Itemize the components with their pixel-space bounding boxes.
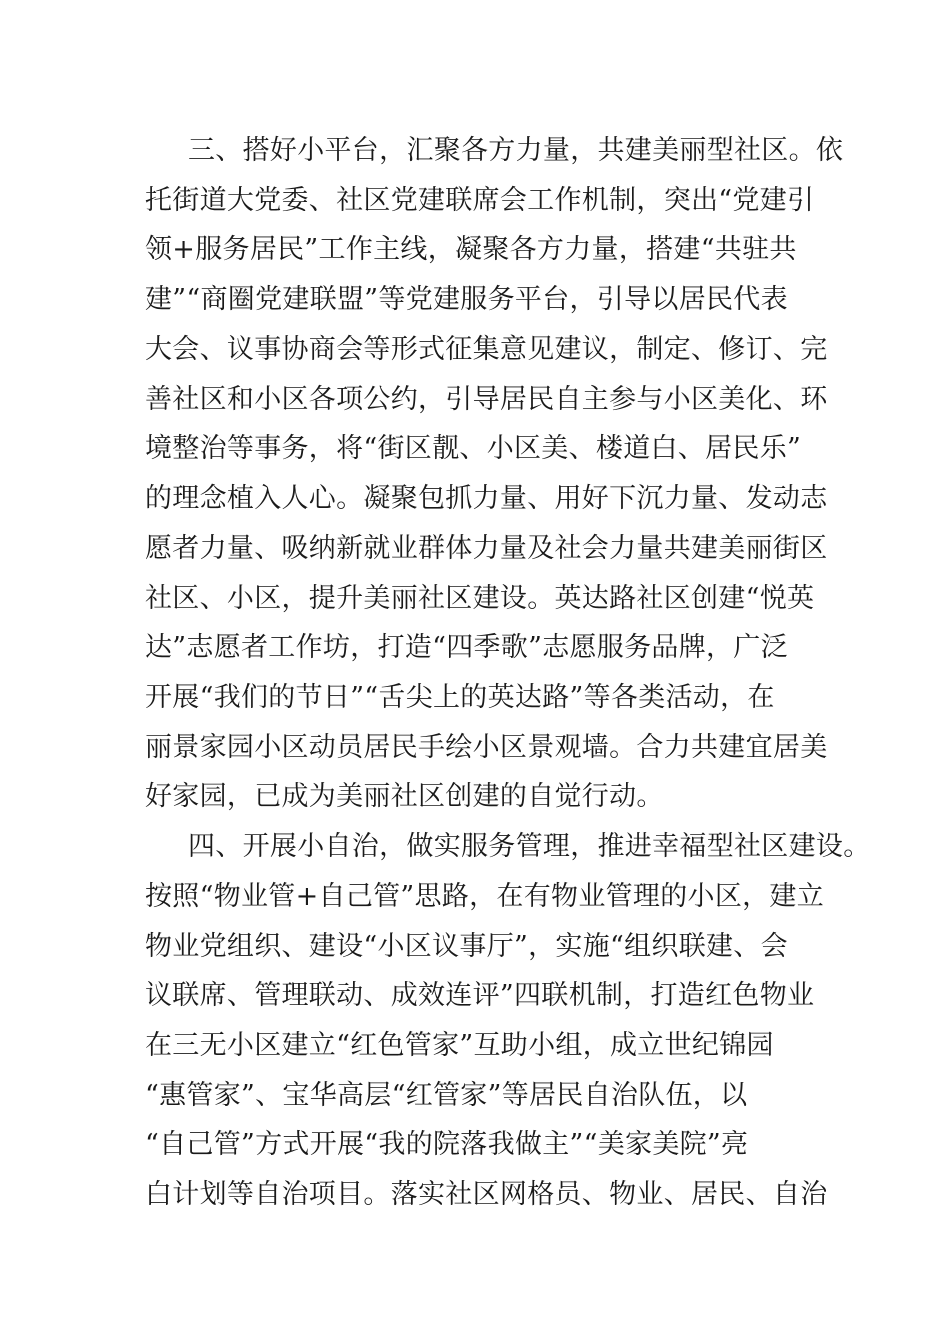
text-line: 大会、议事协商会等形式征集意见建议，制定、修订、完 (145, 334, 828, 365)
text-line: 按照“物业管+自己管”思路，在有物业管理的小区，建立 (145, 881, 825, 912)
paragraph-3-heading-line: 三、搭好小平台，汇聚各方力量，共建美丽型社区。依 (188, 135, 844, 166)
text-line: “惠管家”、宝华高层“红管家”等居民自治队伍，以 (145, 1080, 748, 1111)
text-line: 白计划等自治项目。落实社区网格员、物业、居民、自治 (145, 1179, 828, 1210)
text-line: 的理念植入人心。凝聚包抓力量、用好下沉力量、发动志 (145, 483, 828, 514)
text-line: 建”“商圈党建联盟”等党建服务平台，引导以居民代表 (145, 284, 788, 315)
text-line: 境整治等事务，将“街区靓、小区美、楼道白、居民乐” (145, 433, 802, 464)
text-line: 在三无小区建立“红色管家”互助小组，成立世纪锦园 (145, 1030, 774, 1061)
text-line: 好家园，已成为美丽社区创建的自觉行动。 (145, 781, 664, 812)
text-line: 开展“我们的节日”“舌尖上的英达路”等各类活动，在 (145, 682, 775, 713)
text-line: 愿者力量、吸纳新就业群体力量及社会力量共建美丽街区 (145, 533, 828, 564)
text-line: 社区、小区，提升美丽社区建设。英达路社区创建“悦英 (145, 583, 815, 614)
text-line: “自己管”方式开展“我的院落我做主”“美家美院”亮 (145, 1129, 749, 1160)
text-line: 议联席、管理联动、成效连评”四联机制，打造红色物业 (145, 980, 815, 1011)
text-line: 托街道大党委、社区党建联席会工作机制，突出“党建引 (145, 185, 815, 216)
text-line: 达”志愿者工作坊，打造“四季歌”志愿服务品牌，广泛 (145, 632, 788, 663)
text-line: 物业党组织、建设“小区议事厅”，实施“组织联建、会 (145, 931, 788, 962)
text-line: 善社区和小区各项公约，引导居民自主参与小区美化、环 (145, 384, 828, 415)
paragraph-4-heading-line: 四、开展小自治，做实服务管理，推进幸福型社区建设。 (188, 831, 871, 862)
text-line: 丽景家园小区动员居民手绘小区景观墙。合力共建宜居美 (145, 732, 828, 763)
text-line: 领+服务居民”工作主线，凝聚各方力量，搭建“共驻共 (145, 234, 797, 265)
